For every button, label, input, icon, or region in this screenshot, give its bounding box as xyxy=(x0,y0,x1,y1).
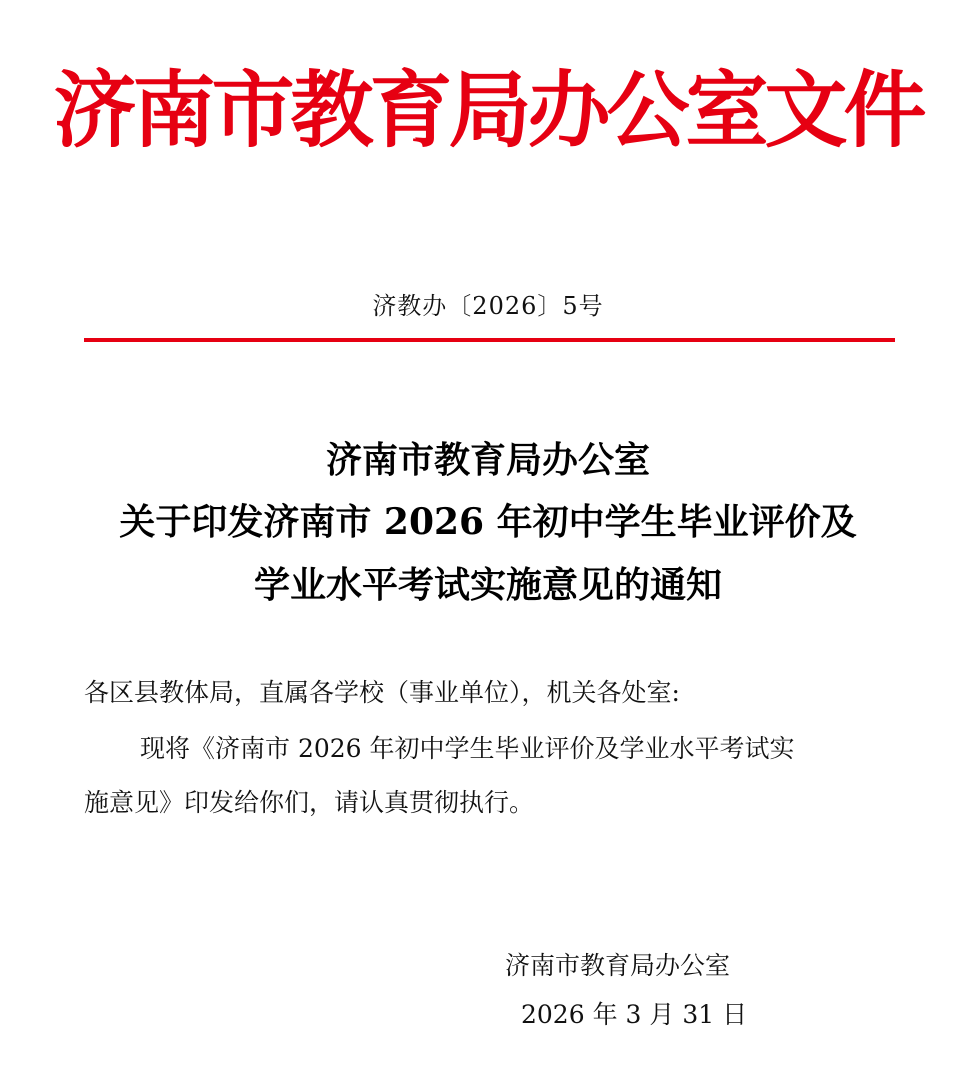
notice-title-line-3: 学业水平考试实施意见的通知 xyxy=(253,564,722,606)
masthead-title: 济南市教育局办公室文件 xyxy=(53,61,923,159)
salutation: 各区县教体局，直属各学校（事业单位），机关各处室: xyxy=(84,678,680,707)
red-divider-line xyxy=(84,338,895,342)
signature-date: 2026 年 3 月 31 日 xyxy=(521,1000,748,1029)
notice-title-line-2: 关于印发济南市 2026 年初中学生毕业评价及 xyxy=(119,501,857,543)
document-number: 济教办〔2026〕5号 xyxy=(372,292,604,320)
signature-organization: 济南市教育局办公室 xyxy=(505,951,731,980)
body-paragraph-line-1: 现将《济南市 2026 年初中学生毕业评价及学业水平考试实 xyxy=(140,734,795,763)
notice-title-line-1: 济南市教育局办公室 xyxy=(325,439,650,481)
body-paragraph-line-2: 施意见》印发给你们，请认真贯彻执行。 xyxy=(84,788,535,817)
